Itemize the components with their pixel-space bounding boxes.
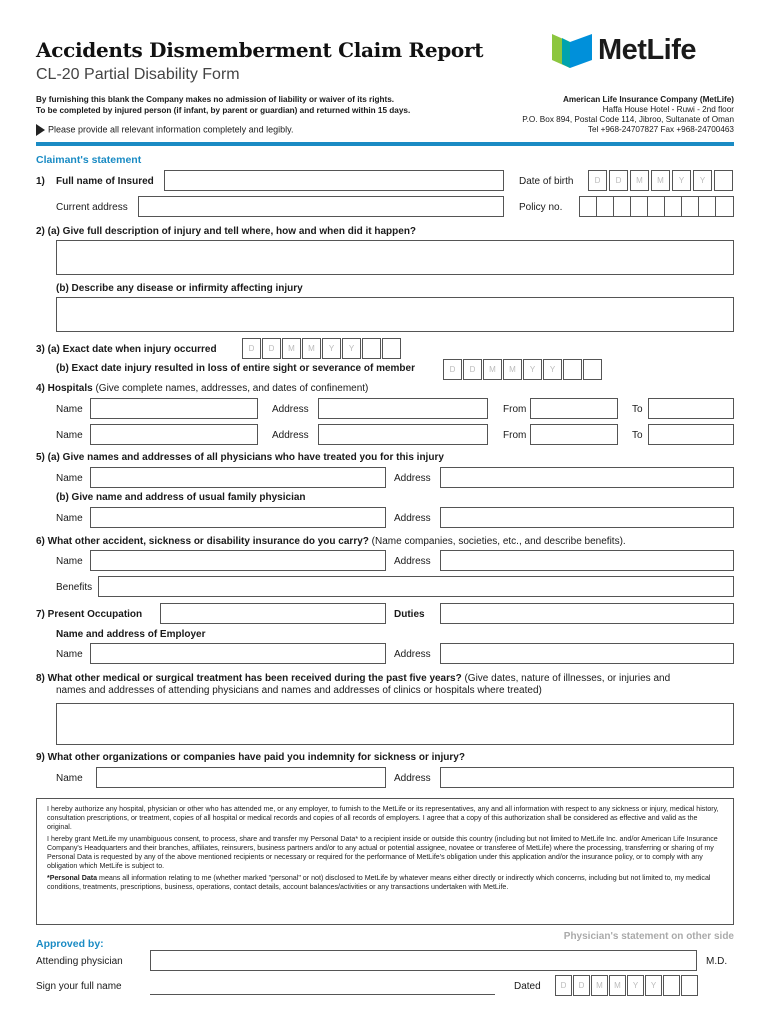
hospital-2-to-field[interactable]	[648, 424, 734, 445]
dob-box-3[interactable]: M	[630, 170, 649, 191]
play-arrow-icon	[36, 124, 45, 136]
consent-paragraph-2: I hereby grant MetLife my unambiguous consent, to process, share and transfer my Personal Data* to a recipient inside or outside this country (including but not limited to MetLife Inc. and/or American Life Insurance Company's Headquarters and their branches, affiliates, reinsurers, business partners and/or to any actual or potential assignee, novatee or transferee of MetLife) where the processing, transferring or sharing of my Personal Data is requested by any of the above mentioned recipients or necessary or required for the performance of MetLife's obligation under this application and/or the insurance policy, or to comply with any obligation which MetLife is subject to.	[47, 835, 718, 870]
disclaimer-line-1: By furnishing this blank the Company makes no admission of liability or waiver of its rights.	[36, 95, 395, 104]
family-physician-name-label: Name	[56, 513, 83, 524]
insurance-name-label: Name	[56, 556, 83, 567]
company-name: American Life Insurance Company (MetLife)	[562, 95, 734, 104]
q6-bold: 6) What other accident, sickness or disability insurance do you carry?	[36, 536, 369, 547]
full-name-field[interactable]	[164, 170, 504, 191]
dated-box-8[interactable]	[681, 975, 698, 996]
hospital-2-address-label: Address	[272, 430, 309, 441]
signature-line[interactable]	[150, 994, 495, 995]
dated-box-3[interactable]: M	[591, 975, 608, 996]
medical-treatment-field[interactable]	[56, 703, 734, 745]
personal-data-definition: means all information relating to me (whether marked "personal" or not) disclosed to MetLife by whatever means either directly or indirectly which concerns, including but not limited to, my medical conditions, treatments, prescriptions, business, operations, contact details, account balances/activities or any transactions undertaken with MetLife.	[47, 874, 711, 891]
hospital-2-name-field[interactable]	[90, 424, 258, 445]
personal-data-term: *Personal Data	[47, 874, 98, 882]
q2a-label: 2) (a) Give full description of injury and tell where, how and when did it happen?	[36, 226, 417, 237]
physician-address-label: Address	[394, 473, 431, 484]
dob-box-7[interactable]	[714, 170, 733, 191]
physician-name-label: Name	[56, 473, 83, 484]
dob-box-4[interactable]: M	[651, 170, 670, 191]
q6-normal: (Name companies, societies, etc., and describe benefits).	[368, 536, 626, 547]
employer-address-label: Address	[394, 649, 431, 660]
claimant-section-title: Claimant's statement	[36, 154, 142, 166]
q3a-box-7[interactable]	[362, 338, 381, 359]
form-title: Accidents Dismemberment Claim Report	[36, 38, 484, 62]
hospital-2-from-label: From	[503, 430, 527, 441]
hospital-2-from-field[interactable]	[530, 424, 618, 445]
company-address-block	[434, 95, 734, 135]
insurance-name-field[interactable]	[90, 550, 386, 571]
q3b-box-3[interactable]: M	[483, 359, 502, 380]
dated-label: Dated	[514, 981, 541, 992]
dob-box-1[interactable]: D	[588, 170, 607, 191]
hospital-2-to-label: To	[632, 430, 643, 441]
q3a-label: 3) (a) Exact date when injury occurred	[36, 344, 217, 355]
company-address-2: P.O. Box 894, Postal Code 114, Jibroo, Sultanate of Oman	[522, 115, 734, 124]
q8-normal: (Give dates, nature of illnesses, or injuries and	[461, 673, 671, 684]
form-subtitle: CL-20 Partial Disability Form	[36, 66, 240, 83]
q8-label	[36, 673, 670, 684]
q3b-box-7[interactable]	[563, 359, 582, 380]
dated-box-6[interactable]: Y	[645, 975, 662, 996]
q3b-box-4[interactable]: M	[503, 359, 522, 380]
family-physician-name-field[interactable]	[90, 507, 386, 528]
q4-label	[36, 383, 368, 394]
company-address-1: Haffa House Hotel - Ruwi - 2nd floor	[602, 105, 734, 114]
sign-name-label: Sign your full name	[36, 981, 122, 992]
attending-physician-label: Attending physician	[36, 956, 123, 967]
consent-paragraph-3	[47, 874, 723, 892]
hospital-1-name-label: Name	[56, 404, 83, 415]
full-name-label: Full name of Insured	[56, 176, 154, 187]
q3a-box-4[interactable]: M	[302, 338, 321, 359]
hospital-1-address-label: Address	[272, 404, 309, 415]
physician-name-field[interactable]	[90, 467, 386, 488]
employer-name-label: Name	[56, 649, 83, 660]
header-divider	[36, 142, 734, 146]
q3a-box-6[interactable]: Y	[342, 338, 361, 359]
hospital-2-address-field[interactable]	[318, 424, 488, 445]
injury-description-field[interactable]	[56, 240, 734, 275]
dated-box-5[interactable]: Y	[627, 975, 644, 996]
dated-box-2[interactable]: D	[573, 975, 590, 996]
q3b-box-8[interactable]	[583, 359, 602, 380]
benefits-label: Benefits	[56, 582, 93, 593]
hospital-1-from-field[interactable]	[530, 398, 618, 419]
q8-bold: 8) What other medical or surgical treatment has been received during the past five years?	[36, 673, 462, 684]
consent-paragraph-1: I hereby authorize any hospital, physician or other who has attended me, or any employer, to furnish to the MetLife or its representatives, any and all information with respect to any sickness or injury, medical history, consultation prescriptions, or treatment, copies of all hospital or medical records and copies of all records of employers. I agree that a copy of this authorization shall be considered as effective and valid as the original.	[47, 805, 719, 831]
indemnity-name-label: Name	[56, 773, 83, 784]
family-physician-address-field[interactable]	[440, 507, 734, 528]
q5b-label: (b) Give name and address of usual family physician	[56, 492, 306, 503]
hospital-1-from-label: From	[503, 404, 527, 415]
employer-address-field[interactable]	[440, 643, 734, 664]
policy-label: Policy no.	[519, 202, 563, 213]
physician-address-field[interactable]	[440, 467, 734, 488]
q1-number: 1)	[36, 176, 45, 187]
q3b-box-2[interactable]: D	[463, 359, 482, 380]
employer-label: Name and address of Employer	[56, 629, 206, 640]
q5a-label: 5) (a) Give names and addresses of all physicians who have treated you for this injury	[36, 452, 444, 463]
dated-box-4[interactable]: M	[609, 975, 626, 996]
policy-number-field[interactable]	[579, 196, 734, 217]
indemnity-name-field[interactable]	[96, 767, 386, 788]
dob-box-5[interactable]: Y	[672, 170, 691, 191]
q3a-box-3[interactable]: M	[282, 338, 301, 359]
insurance-address-label: Address	[394, 556, 431, 567]
q4-normal: (Give complete names, addresses, and dates of confinement)	[92, 383, 369, 394]
q3a-box-8[interactable]	[382, 338, 401, 359]
q3b-box-5[interactable]: Y	[523, 359, 542, 380]
benefits-field[interactable]	[98, 576, 734, 597]
current-address-label: Current address	[56, 202, 128, 213]
q6-label	[36, 536, 626, 547]
occupation-field[interactable]	[160, 603, 386, 624]
indemnity-address-field[interactable]	[440, 767, 734, 788]
hospital-1-address-field[interactable]	[318, 398, 488, 419]
disclaimer-line-2: To be completed by injured person (if infant, by parent or guardian) and returned within 15 days.	[36, 106, 411, 115]
duties-label: Duties	[394, 609, 425, 620]
company-contact: Tel +968-24707827 Fax +968-24700463	[587, 125, 734, 134]
q3b-box-6[interactable]: Y	[543, 359, 562, 380]
disease-field[interactable]	[56, 297, 734, 332]
q3a-box-1[interactable]: D	[242, 338, 261, 359]
dated-box-7[interactable]	[663, 975, 680, 996]
dob-box-2[interactable]: D	[609, 170, 628, 191]
hospital-1-name-field[interactable]	[90, 398, 258, 419]
physician-statement-note: Physician's statement on other side	[563, 931, 734, 942]
metlife-logo-icon	[552, 32, 592, 70]
q8-line-2: names and addresses of attending physicians and names and addresses of clinics or hospitals where treated)	[56, 685, 542, 696]
q4-bold: 4) Hospitals	[36, 383, 93, 394]
q3a-box-5[interactable]: Y	[322, 338, 341, 359]
family-physician-address-label: Address	[394, 513, 431, 524]
approved-by-label: Approved by:	[36, 938, 104, 950]
employer-name-field[interactable]	[90, 643, 386, 664]
q3a-box-2[interactable]: D	[262, 338, 281, 359]
instruction-text: Please provide all relevant information completely and legibly.	[48, 124, 294, 135]
insurance-address-field[interactable]	[440, 550, 734, 571]
q9-label: 9) What other organizations or companies have paid you indemnity for sickness or injury?	[36, 752, 465, 763]
consent-block	[36, 798, 734, 925]
dob-box-6[interactable]: Y	[693, 170, 712, 191]
duties-field[interactable]	[440, 603, 734, 624]
indemnity-address-label: Address	[394, 773, 431, 784]
q3b-label: (b) Exact date injury resulted in loss of entire sight or severance of member	[56, 363, 415, 374]
instruction-line	[36, 124, 293, 136]
metlife-logo-text: MetLife	[598, 34, 696, 66]
q7-label: 7) Present Occupation	[36, 609, 143, 620]
dob-label: Date of birth	[519, 176, 574, 187]
q3b-box-1[interactable]: D	[443, 359, 462, 380]
hospital-2-name-label: Name	[56, 430, 83, 441]
dated-box-1[interactable]: D	[555, 975, 572, 996]
md-label: M.D.	[706, 956, 728, 967]
attending-physician-field[interactable]	[150, 950, 697, 971]
metlife-logo	[552, 32, 737, 72]
hospital-1-to-label: To	[632, 404, 643, 415]
q2b-label: (b) Describe any disease or infirmity affecting injury	[56, 283, 303, 294]
hospital-1-to-field[interactable]	[648, 398, 734, 419]
current-address-field[interactable]	[138, 196, 504, 217]
